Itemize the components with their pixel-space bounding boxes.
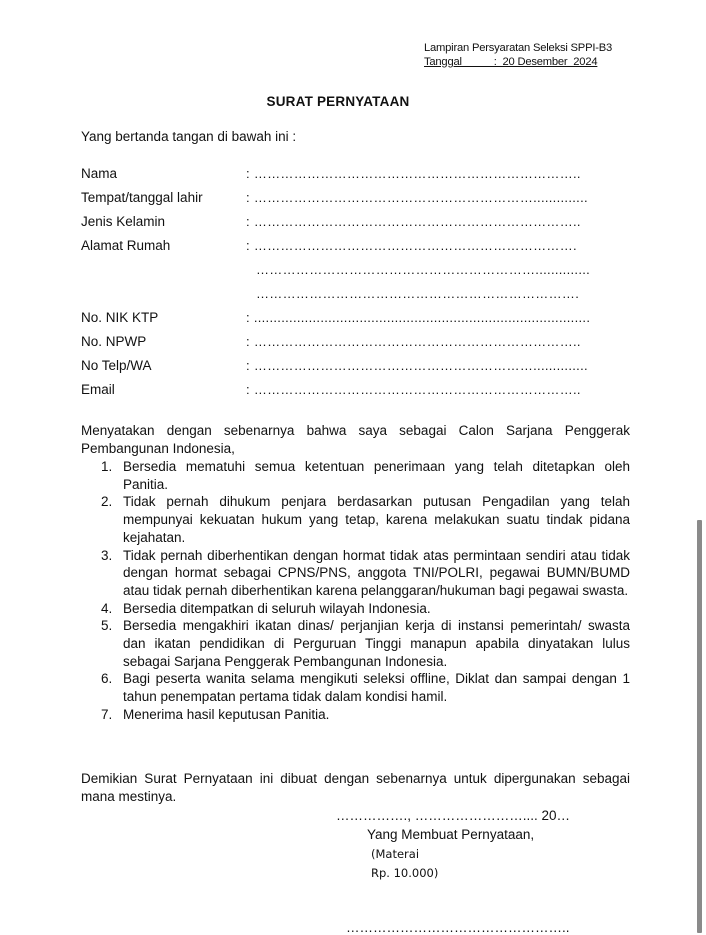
statement-intro: Menyatakan dengan sebenarnya bahwa saya sebagai Calon Sarjana Penggerak Pembangunan Indonesia, bbox=[81, 423, 630, 456]
field-label: No. NPWP bbox=[81, 334, 147, 349]
date-line: Tanggal : 20 Desember 2024 bbox=[424, 56, 598, 68]
field-label: Alamat Rumah bbox=[81, 238, 171, 253]
field-blank: : ……………………………………………………………….. bbox=[246, 214, 581, 229]
statement-item: 1. Bersedia mematuhi semua ketentuan penerimaan yang telah ditetapkan oleh Panitia. bbox=[101, 459, 630, 492]
attachment-label: Lampiran Persyaratan Seleksi SPPI-B3 bbox=[424, 42, 613, 54]
field-label: Tempat/tanggal lahir bbox=[81, 190, 203, 205]
field-label: Email bbox=[81, 382, 115, 397]
field-blank: : ……………………………………………………………….. bbox=[246, 166, 581, 181]
field-label: No. NIK KTP bbox=[81, 310, 159, 325]
document-title: SURAT PERNYATAAN bbox=[266, 94, 410, 109]
vertical-scrollbar[interactable] bbox=[697, 520, 702, 933]
stamp-note-line2: Rp. 10.000) bbox=[371, 866, 439, 880]
signature-place-date: ……………., …………………….... 20… bbox=[336, 808, 571, 823]
signature-name-line: ………………………………………….. bbox=[346, 920, 570, 935]
stamp-note-line1: (Materai bbox=[371, 847, 420, 861]
field-blank: : ……………………………………………………….............. bbox=[246, 190, 588, 205]
attachment-header bbox=[424, 41, 612, 69]
statement-item: 5. Bersedia mengakhiri ikatan dinas/ perjanjian kerja di instansi pemerintah/ swasta dan ikatan pendidikan di Perguruan Tinggi manapun apabila dinyatakan lulus sebagai Sarjana Penggerak Pembangunan Indonesia. bbox=[101, 618, 630, 669]
closing-paragraph: Demikian Surat Pernyataan ini dibuat dengan sebenarnya untuk dipergunakan sebagai mana mestinya. bbox=[81, 771, 630, 804]
statement-item: 7. Menerima hasil keputusan Panitia. bbox=[101, 706, 330, 722]
field-blank: : ……………………………………………………………….. bbox=[246, 334, 581, 349]
address-continuation-1: ……………………………………………………….............. bbox=[256, 262, 591, 277]
field-blank: : ...................................................................................... bbox=[246, 310, 591, 325]
field-blank: : ………………………………………………………………. bbox=[246, 238, 577, 253]
statement-item: 2. Tidak pernah dihukum penjara berdasarkan putusan Pengadilan yang telah mempunyai kekuatan hukum yang tetap, karena melakukan suatu tindak pidana kejahatan. bbox=[101, 494, 630, 545]
statement-item: 6. Bagi peserta wanita selama mengikuti seleksi offline, Diklat dan sampai dengan 1 tahun penempatan pertama tidak dalam kondisi hamil. bbox=[101, 671, 630, 705]
field-label: Nama bbox=[81, 166, 118, 181]
field-blank: : ……………………………………………………….............. bbox=[246, 358, 588, 373]
field-label: Jenis Kelamin bbox=[81, 214, 166, 229]
statement-list bbox=[81, 458, 630, 724]
field-blank: : ……………………………………………………………….. bbox=[246, 382, 581, 397]
field-label: No Telp/WA bbox=[81, 358, 152, 373]
address-continuation-2: ………………………………………………………………. bbox=[256, 286, 580, 301]
intro-text: Yang bertanda tangan di bawah ini : bbox=[81, 129, 297, 144]
statement-item: 3. Tidak pernah diberhentikan dengan hormat tidak atas permintaan sendiri atau tidak dengan hormat sebagai CPNS/PNS, anggota TNI/POLRI, pegawai BUMN/BUMD atau tidak pernah diberhentikan karena pelanggaran/hukuman bagi pegawai swasta. bbox=[101, 547, 630, 598]
statement-item: 4. Bersedia ditempatkan di seluruh wilayah Indonesia. bbox=[101, 600, 431, 616]
signer-label: Yang Membuat Pernyataan, bbox=[367, 827, 535, 842]
